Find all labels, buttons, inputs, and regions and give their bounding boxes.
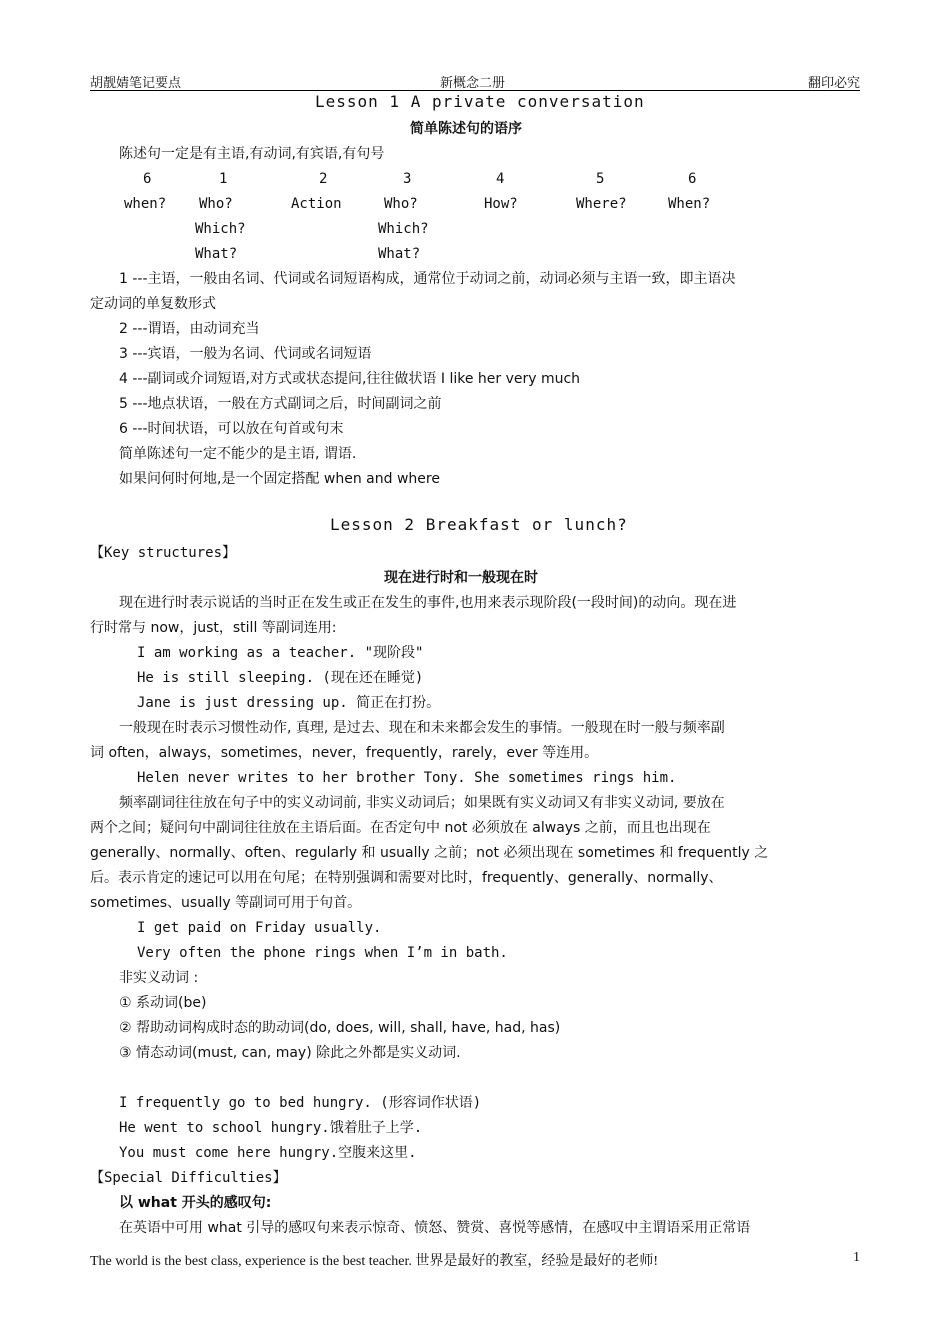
list-item: ② 帮助动词构成时态的助动词(do, does, will, shall, have, had, has) [119,1020,561,1036]
col-question: What? [195,246,238,262]
example-sentence: Very often the phone rings when I’m in bath. [137,945,508,961]
example-sentence: Helen never writes to her brother Tony. She sometimes rings him. [137,770,677,786]
paragraph: 行时常与 now，just，still 等副词连用: [90,620,337,636]
col-question: Where? [576,196,627,212]
list-item: ③ 情态动词(must, can, may) 除此之外都是实义动词. [119,1045,461,1061]
page-footer [90,1250,860,1270]
header-left: 胡靓婧笔记要点 [90,76,182,91]
col-number: 4 [496,171,505,187]
col-question: When? [668,196,711,212]
paragraph: 2 ---谓语，由动词充当 [119,321,260,337]
section-label: 【Key structures】 [90,545,237,561]
col-question: What? [378,246,421,262]
col-question: when? [124,196,167,212]
col-question: Which? [378,221,429,237]
example-sentence: I am working as a teacher. "现阶段" [137,645,424,661]
paragraph: 简单陈述句一定不能少的是主语, 谓语. [119,446,357,462]
col-number: 1 [219,171,228,187]
lesson1-title: Lesson 1 A private conversation [315,92,645,111]
paragraph: 在英语中可用 what 引导的感叹句来表示惊奇、愤怒、赞赏、喜悦等感情，在感叹中主谓语采用正常语 [119,1220,751,1236]
example-sentence: I frequently go to bed hungry. (形容词作状语) [119,1095,482,1111]
section-subtitle: 以 what 开头的感叹句: [119,1195,272,1211]
section-label: 【Special Difficulties】 [90,1170,287,1186]
col-question: Which? [195,221,246,237]
lesson2-subtitle: 现在进行时和一般现在时 [384,570,538,586]
example-sentence: He is still sleeping. (现在还在睡觉) [137,670,424,686]
paragraph: 非实义动词 : [119,970,199,986]
col-question: Who? [384,196,418,212]
paragraph: 如果问何时何地,是一个固定搭配 when and where [119,471,440,487]
header-right: 翻印必究 [807,76,860,91]
col-question: How? [484,196,518,212]
paragraph: sometimes、usually 等副词可用于句首。 [90,895,362,911]
paragraph: 两个之间；疑问句中副词往往放在主语后面。在否定句中 not 必须放在 always 之前，而且也出现在 [90,820,711,836]
col-number: 5 [596,171,605,187]
lesson2-title: Lesson 2 Breakfast or lunch? [330,515,628,534]
col-number: 6 [143,171,152,187]
header-center: 新概念二册 [440,76,506,91]
footer-motto: The world is the best class, experience is the best teacher. 世界是最好的教室，经验是最好的老师! [90,1254,659,1269]
paragraph: 6 ---时间状语，可以放在句首或句末 [119,421,344,437]
list-item: ① 系动词(be) [119,995,207,1011]
lesson1-intro: 陈述句一定是有主语,有动词,有宾语,有句号 [119,146,385,162]
paragraph: 现在进行时表示说话的当时正在发生或正在发生的事件,也用来表示现阶段(一段时间)的动向。现在进 [119,595,737,611]
paragraph: 后。表示肯定的速记可以用在句尾；在特别强调和需要对比时，frequently、generally、normally、 [90,870,723,886]
page-header [90,72,860,91]
paragraph: 词 often，always，sometimes，never，frequently，rarely，ever 等连用。 [90,745,599,761]
paragraph: generally、normally、often、regularly 和 usually 之前；not 必须出现在 sometimes 和 frequently 之 [90,845,769,861]
example-sentence: Jane is just dressing up. 简正在打扮。 [137,695,441,711]
page-number: 1 [853,1250,860,1265]
paragraph: 频率副词往往放在句子中的实义动词前, 非实义动词后；如果既有实义动词又有非实义动词, 要放在 [119,795,725,811]
col-number: 2 [319,171,328,187]
col-number: 6 [688,171,697,187]
example-sentence: I get paid on Friday usually. [137,920,382,936]
col-question: Action [291,196,342,212]
paragraph: 4 ---副词或介词短语,对方式或状态提问,往往做状语 I like her very much [119,371,581,387]
col-question: Who? [199,196,233,212]
lesson1-subtitle: 简单陈述句的语序 [410,121,522,137]
paragraph: 1 ---主语，一般由名词、代词或名词短语构成，通常位于动词之前，动词必须与主语一致，即主语决 [119,271,736,287]
example-sentence: He went to school hungry.饿着肚子上学. [119,1120,423,1136]
paragraph: 定动词的单复数形式 [90,296,216,312]
paragraph: 5 ---地点状语，一般在方式副词之后，时间副词之前 [119,396,442,412]
paragraph: 一般现在时表示习惯性动作, 真理, 是过去、现在和未来都会发生的事情。一般现在时一般与频率副 [119,720,725,736]
paragraph: 3 ---宾语，一般为名词、代词或名词短语 [119,346,372,362]
col-number: 3 [403,171,412,187]
example-sentence: You must come here hungry.空腹来这里. [119,1145,417,1161]
